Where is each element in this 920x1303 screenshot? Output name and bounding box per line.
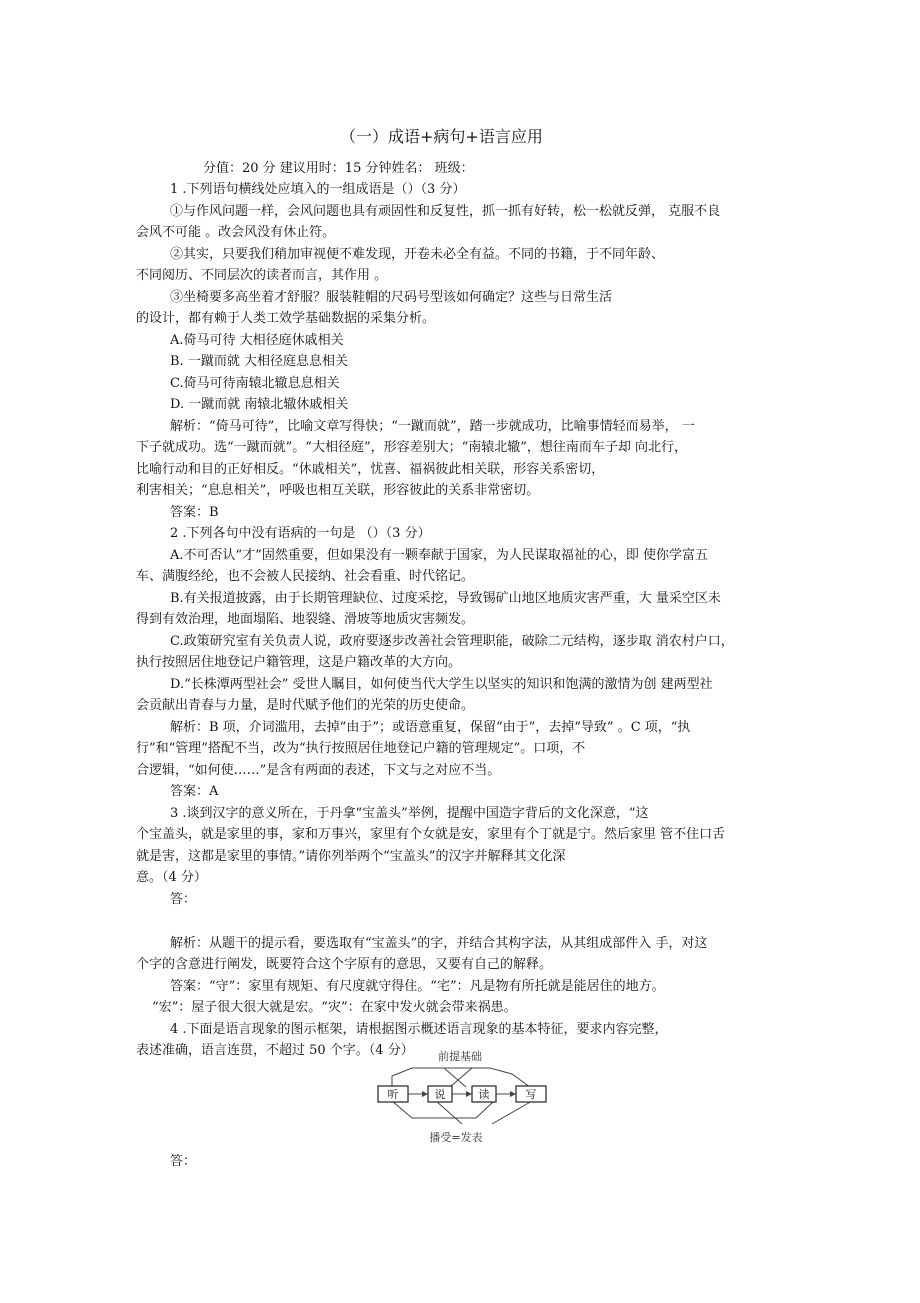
arrow-head: [510, 1091, 516, 1097]
q1-sentence: 会风不可能 。改会风没有休止符。: [136, 225, 336, 240]
arrow-head: [466, 1091, 472, 1097]
q2-analysis: 解析：B 项，介词滥用，去掉“由于”；或语意重复，保留“由于”，去掉“导致” 。C 项，“执: [170, 720, 691, 735]
connector-line: [476, 1101, 494, 1118]
q3-stem: 意。（4 分）: [136, 870, 207, 885]
q2-option-b: B.有关报道披露，由于长期管理缺位、过度采挖，导致锡矿山地区地质灾害严重，大 量采空区未: [170, 591, 721, 606]
connector-line: [436, 1101, 462, 1124]
q1-sentence: 的设计，都有赖于人类工效学基础数据的采集分析。: [136, 311, 436, 326]
box-label: 读: [478, 1088, 490, 1101]
q3-answer-label: 答：: [170, 892, 197, 907]
box-label: 写: [525, 1088, 537, 1101]
q3-stem: 个宝盖头，就是家里的事，家和万事兴，家里有个女就是安，家里有个丁就是宁。然后家里 管不住口舌: [136, 827, 726, 842]
q1-analysis: 利害相关；“息息相关”，呼吸也相互关联，形容彼此的关系非常密切。: [136, 483, 540, 498]
q1-analysis: 比喻行动和目的正好相反。“休戚相关”，忧喜、福祸彼此相关联，形容关系密切，: [136, 462, 605, 477]
q4-answer-label: 答：: [170, 1154, 197, 1169]
connector-line: [492, 1101, 532, 1124]
q2-option-b: 得到有效治理，地面塌陷、地裂缝、滑坡等地质灾害频发。: [136, 612, 475, 627]
q3-answer: 答案：“守”：家里有规矩、有尺度就守得住。“宅”：凡是物有所托就是能居住的地方。: [170, 979, 665, 994]
meta-line: 分值：20 分 建议用时：15 分钟姓名： 班级：: [203, 161, 474, 176]
q1-analysis: 解析：“倚马可待”，比喻文章写得快；“一蹴而就”，踏一步就成功，比喻事情轻而易举， 一: [170, 419, 695, 434]
q4-stem: 表述准确，语言连贯，不超过 50 个字。（4 分）: [136, 1043, 414, 1058]
connector-line: [444, 1068, 466, 1087]
q2-analysis: 行”和“管理”搭配不当，改为“执行按照居住地登记户籍的管理规定”。口项，不: [136, 741, 586, 756]
q2-analysis: 合逻辑，“如何使……”是含有两面的表述，下文与之对应不当。: [136, 763, 501, 778]
box-label: 说: [434, 1088, 446, 1101]
connector-line: [450, 1068, 472, 1087]
q1-option-b: B. 一蹴而就 大相径庭息息相关: [170, 354, 348, 369]
q1-sentence: ②其实，只要我们稍加审视便不难发现，开卷未必全有益。不同的书籍，于不同年龄、: [170, 247, 665, 262]
q2-stem: 2 .下列各句中没有语病的一句是 （）（3 分）: [170, 526, 431, 541]
arrow-head: [422, 1091, 428, 1097]
page-title: （一）成语+病句+语言应用: [340, 127, 543, 146]
q4-stem: 4 .下面是语言现象的图示框架，请根据图示概述语言现象的基本特征，要求内容完整，: [170, 1022, 668, 1037]
q1-option-a: A.倚马可待 大相径庭休戚相关: [170, 333, 344, 348]
diagram-bottom-label: 播受=发表: [429, 1131, 483, 1144]
q1-sentence: ①与作风问题一样，会风问题也具有顽固性和反复性，抓一抓有好转，松一松就反弹， 克服不良: [170, 204, 721, 219]
q3-stem: 就是害，这都是家里的事情。”请你列举两个“宝盖头”的汉字并解释其文化深: [136, 849, 566, 864]
q1-sentence: ③坐椅要多高坐着才舒服？服装鞋帽的尺码号型该如何确定？这些与日常生活: [170, 290, 613, 305]
box-label: 听: [387, 1088, 399, 1101]
q3-answer: “宏”：屋子很大很大就是宏。“灾”：在家中发火就会带来祸患。: [152, 1000, 517, 1015]
q3-analysis: 个字的含意进行阐发，既要符合这个字原有的意思，又要有自己的解释。: [136, 957, 553, 972]
q1-option-d: D. 一蹴而就 南辕北辙休戚相关: [170, 397, 349, 412]
q3-stem: 3 .谈到汉字的意义所在，于丹拿“宝盖头”举例，提醒中国造字背后的文化深意，“这: [170, 806, 649, 821]
q2-option-c: 执行按照居住地登记户籍管理，这是户籍改革的大方向。: [136, 655, 462, 670]
q2-option-d: 会贡献出青春与力量，是时代赋予他们的光荣的历史使命。: [136, 698, 475, 713]
q2-option-a: A.不可否认“才”固然重要，但如果没有一颗奉献于国家，为人民谋取福祉的心，即 使你学富五: [170, 548, 708, 563]
q1-analysis: 下子就成功。选“一蹴而就”。“大相径庭”，形容差别大；“南辕北辙”，想往南而车子却 向北行，: [136, 440, 688, 455]
language-diagram: [372, 1046, 552, 1146]
connector-line: [392, 1101, 412, 1118]
q2-answer: 答案：A: [170, 784, 219, 799]
q1-stem: 1 .下列语句横线处应填入的一组成语是（）（3 分）: [170, 182, 466, 197]
q1-sentence: 不同阅历、不同层次的读者而言，其作用 。: [136, 268, 388, 283]
q1-answer: 答案：B: [170, 505, 219, 520]
diagram-top-label: 前提基础: [438, 1050, 482, 1063]
q2-option-a: 车、满腹经纶，也不会被人民接纳、社会看重、时代铭记。: [136, 569, 475, 584]
q2-option-d: D.“长株潭两型社会” 受世人瞩目，如何使当代大学生以坚实的知识和饱满的激情为创 建两型社: [170, 677, 713, 692]
q3-analysis: 解析：从题干的提示看，要选取有“宝盖头”的字，并结合其构字法，从其组成部件入 手，对这: [170, 936, 708, 951]
q1-option-c: C.倚马可待南辕北辙息息相关: [170, 376, 340, 391]
q2-option-c: C.政策研究室有关负责人说，政府要逐步改善社会管理职能，破除二元结构，逐步取 消农村户口，: [170, 634, 734, 649]
